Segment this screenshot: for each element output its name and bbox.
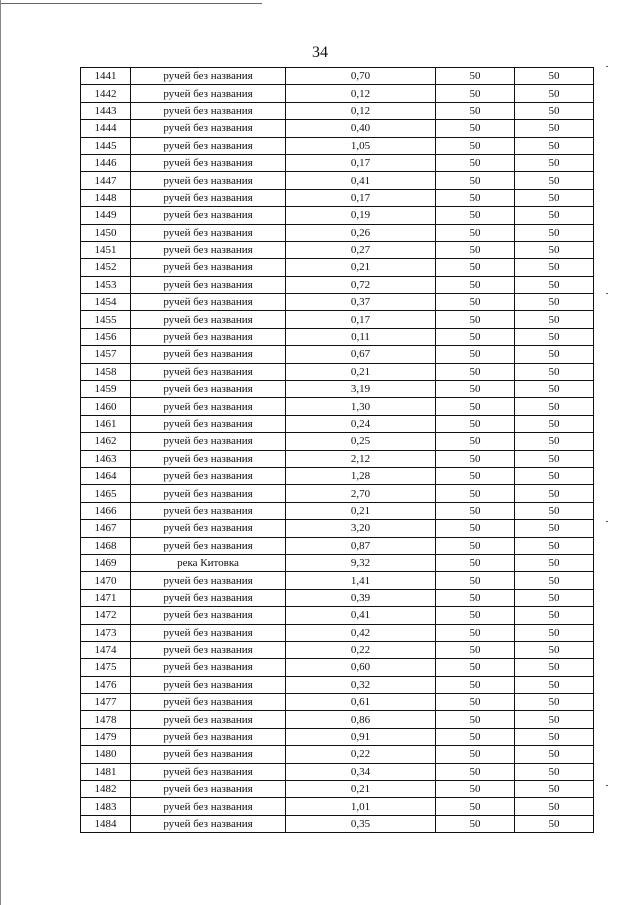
zone-width-a-cell: 50	[436, 120, 515, 137]
row-number-cell: 1451	[81, 241, 131, 258]
zone-width-b-cell: 50	[515, 102, 594, 119]
zone-width-b-cell: 50	[515, 311, 594, 328]
length-value-cell: 1,05	[286, 137, 436, 154]
zone-width-b-cell: 50	[515, 381, 594, 398]
zone-width-b-cell: 50	[515, 467, 594, 484]
length-value-cell: 0,22	[286, 746, 436, 763]
zone-width-a-cell: 50	[436, 381, 515, 398]
length-value-cell: 0,24	[286, 415, 436, 432]
zone-width-b-cell: 50	[515, 485, 594, 502]
table-row	[81, 120, 594, 137]
row-number-cell: 1466	[81, 502, 131, 519]
row-number-cell: 1475	[81, 659, 131, 676]
table-row	[81, 641, 594, 658]
table-row	[81, 311, 594, 328]
zone-width-a-cell: 50	[436, 259, 515, 276]
zone-width-b-cell: 50	[515, 398, 594, 415]
water-body-name-cell: ручей без названия	[131, 207, 286, 224]
length-value-cell: 0,32	[286, 676, 436, 693]
length-value-cell: 1,30	[286, 398, 436, 415]
zone-width-a-cell: 50	[436, 520, 515, 537]
table-row	[81, 746, 594, 763]
table-row	[81, 554, 594, 571]
row-number-cell: 1461	[81, 415, 131, 432]
length-value-cell: 0,42	[286, 624, 436, 641]
row-number-cell: 1469	[81, 554, 131, 571]
row-number-cell: 1456	[81, 328, 131, 345]
length-value-cell: 0,40	[286, 120, 436, 137]
zone-width-a-cell: 50	[436, 537, 515, 554]
length-value-cell: 0,91	[286, 728, 436, 745]
zone-width-b-cell: 50	[515, 589, 594, 606]
water-body-name-cell: ручей без названия	[131, 502, 286, 519]
page-number: 34	[312, 44, 328, 61]
water-body-name-cell: ручей без названия	[131, 189, 286, 206]
length-value-cell: 0,26	[286, 224, 436, 241]
table-row	[81, 172, 594, 189]
row-number-cell: 1442	[81, 85, 131, 102]
zone-width-a-cell: 50	[436, 102, 515, 119]
zone-width-b-cell: 50	[515, 624, 594, 641]
top-rule-line	[0, 3, 262, 4]
zone-width-b-cell: 50	[515, 241, 594, 258]
zone-width-b-cell: 50	[515, 781, 594, 798]
row-number-cell: 1453	[81, 276, 131, 293]
zone-width-b-cell: 50	[515, 328, 594, 345]
row-number-cell: 1465	[81, 485, 131, 502]
zone-width-b-cell: 50	[515, 694, 594, 711]
zone-width-b-cell: 50	[515, 659, 594, 676]
zone-width-b-cell: 50	[515, 554, 594, 571]
zone-width-b-cell: 50	[515, 746, 594, 763]
length-value-cell: 0,39	[286, 589, 436, 606]
zone-width-b-cell: 50	[515, 294, 594, 311]
water-body-name-cell: ручей без названия	[131, 485, 286, 502]
table-row	[81, 85, 594, 102]
water-body-name-cell: ручей без названия	[131, 641, 286, 658]
zone-width-b-cell: 50	[515, 572, 594, 589]
row-number-cell: 1482	[81, 781, 131, 798]
length-value-cell: 0,17	[286, 311, 436, 328]
table-row	[81, 781, 594, 798]
zone-width-b-cell: 50	[515, 415, 594, 432]
water-body-name-cell: ручей без названия	[131, 798, 286, 815]
zone-width-a-cell: 50	[436, 607, 515, 624]
zone-width-a-cell: 50	[436, 798, 515, 815]
water-body-name-cell: ручей без названия	[131, 572, 286, 589]
zone-width-a-cell: 50	[436, 68, 515, 85]
row-number-cell: 1449	[81, 207, 131, 224]
zone-width-b-cell: 50	[515, 346, 594, 363]
zone-width-a-cell: 50	[436, 276, 515, 293]
zone-width-b-cell: 50	[515, 520, 594, 537]
table-row	[81, 207, 594, 224]
water-body-name-cell: ручей без названия	[131, 311, 286, 328]
zone-width-a-cell: 50	[436, 763, 515, 780]
table-row	[81, 589, 594, 606]
water-body-name-cell: ручей без названия	[131, 746, 286, 763]
zone-width-b-cell: 50	[515, 224, 594, 241]
row-number-cell: 1443	[81, 102, 131, 119]
water-body-name-cell: ручей без названия	[131, 676, 286, 693]
water-body-name-cell: ручей без названия	[131, 520, 286, 537]
length-value-cell: 0,72	[286, 276, 436, 293]
table-row	[81, 328, 594, 345]
row-number-cell: 1479	[81, 728, 131, 745]
row-number-cell: 1444	[81, 120, 131, 137]
row-number-cell: 1474	[81, 641, 131, 658]
length-value-cell: 0,21	[286, 781, 436, 798]
zone-width-b-cell: 50	[515, 537, 594, 554]
length-value-cell: 0,21	[286, 502, 436, 519]
zone-width-a-cell: 50	[436, 328, 515, 345]
water-body-name-cell: ручей без названия	[131, 381, 286, 398]
row-number-cell: 1464	[81, 467, 131, 484]
zone-width-a-cell: 50	[436, 346, 515, 363]
length-value-cell: 3,19	[286, 381, 436, 398]
water-body-name-cell: ручей без названия	[131, 224, 286, 241]
water-body-name-cell: ручей без названия	[131, 607, 286, 624]
length-value-cell: 0,70	[286, 68, 436, 85]
scan-speck	[606, 66, 608, 67]
length-value-cell: 1,41	[286, 572, 436, 589]
page-left-edge	[0, 0, 1, 905]
length-value-cell: 0,60	[286, 659, 436, 676]
row-number-cell: 1484	[81, 815, 131, 832]
zone-width-a-cell: 50	[436, 641, 515, 658]
zone-width-a-cell: 50	[436, 415, 515, 432]
water-body-name-cell: ручей без названия	[131, 415, 286, 432]
row-number-cell: 1458	[81, 363, 131, 380]
length-value-cell: 0,21	[286, 363, 436, 380]
zone-width-a-cell: 50	[436, 676, 515, 693]
zone-width-a-cell: 50	[436, 294, 515, 311]
table-row	[81, 68, 594, 85]
zone-width-a-cell: 50	[436, 781, 515, 798]
scan-speck	[606, 785, 608, 786]
zone-width-b-cell: 50	[515, 207, 594, 224]
water-body-name-cell: ручей без названия	[131, 259, 286, 276]
row-number-cell: 1447	[81, 172, 131, 189]
zone-width-b-cell: 50	[515, 798, 594, 815]
water-body-name-cell: ручей без названия	[131, 467, 286, 484]
table-row	[81, 520, 594, 537]
zone-width-a-cell: 50	[436, 363, 515, 380]
table-row	[81, 433, 594, 450]
zone-width-a-cell: 50	[436, 624, 515, 641]
length-value-cell: 0,12	[286, 102, 436, 119]
water-body-name-cell: ручей без названия	[131, 346, 286, 363]
table-row	[81, 467, 594, 484]
table-row	[81, 607, 594, 624]
water-body-name-cell: река Китовка	[131, 554, 286, 571]
length-value-cell: 0,17	[286, 154, 436, 171]
table-row	[81, 502, 594, 519]
scan-speck	[606, 293, 608, 294]
water-body-name-cell: ручей без названия	[131, 589, 286, 606]
length-value-cell: 0,25	[286, 433, 436, 450]
water-body-name-cell: ручей без названия	[131, 276, 286, 293]
zone-width-b-cell: 50	[515, 450, 594, 467]
row-number-cell: 1445	[81, 137, 131, 154]
water-body-name-cell: ручей без названия	[131, 154, 286, 171]
zone-width-b-cell: 50	[515, 259, 594, 276]
table-row	[81, 346, 594, 363]
zone-width-b-cell: 50	[515, 502, 594, 519]
length-value-cell: 0,19	[286, 207, 436, 224]
row-number-cell: 1480	[81, 746, 131, 763]
zone-width-a-cell: 50	[436, 241, 515, 258]
row-number-cell: 1446	[81, 154, 131, 171]
table-row	[81, 711, 594, 728]
zone-width-a-cell: 50	[436, 711, 515, 728]
row-number-cell: 1483	[81, 798, 131, 815]
row-number-cell: 1468	[81, 537, 131, 554]
water-body-name-cell: ручей без названия	[131, 659, 286, 676]
zone-width-a-cell: 50	[436, 224, 515, 241]
zone-width-a-cell: 50	[436, 502, 515, 519]
table-row	[81, 450, 594, 467]
row-number-cell: 1472	[81, 607, 131, 624]
table-row	[81, 363, 594, 380]
water-body-name-cell: ручей без названия	[131, 102, 286, 119]
row-number-cell: 1457	[81, 346, 131, 363]
zone-width-a-cell: 50	[436, 659, 515, 676]
zone-width-b-cell: 50	[515, 276, 594, 293]
water-body-name-cell: ручей без названия	[131, 624, 286, 641]
zone-width-b-cell: 50	[515, 85, 594, 102]
water-body-name-cell: ручей без названия	[131, 781, 286, 798]
zone-width-a-cell: 50	[436, 433, 515, 450]
zone-width-a-cell: 50	[436, 728, 515, 745]
zone-width-b-cell: 50	[515, 763, 594, 780]
zone-width-b-cell: 50	[515, 154, 594, 171]
row-number-cell: 1473	[81, 624, 131, 641]
water-body-name-cell: ручей без названия	[131, 172, 286, 189]
length-value-cell: 0,21	[286, 259, 436, 276]
water-body-name-cell: ручей без названия	[131, 450, 286, 467]
table-row	[81, 102, 594, 119]
zone-width-a-cell: 50	[436, 450, 515, 467]
table-row	[81, 189, 594, 206]
length-value-cell: 2,12	[286, 450, 436, 467]
length-value-cell: 0,61	[286, 694, 436, 711]
water-body-name-cell: ручей без названия	[131, 85, 286, 102]
length-value-cell: 9,32	[286, 554, 436, 571]
row-number-cell: 1476	[81, 676, 131, 693]
zone-width-b-cell: 50	[515, 815, 594, 832]
row-number-cell: 1477	[81, 694, 131, 711]
zone-width-b-cell: 50	[515, 711, 594, 728]
zone-width-a-cell: 50	[436, 485, 515, 502]
zone-width-a-cell: 50	[436, 467, 515, 484]
zone-width-a-cell: 50	[436, 311, 515, 328]
water-body-name-cell: ручей без названия	[131, 763, 286, 780]
zone-width-b-cell: 50	[515, 728, 594, 745]
row-number-cell: 1448	[81, 189, 131, 206]
row-number-cell: 1478	[81, 711, 131, 728]
length-value-cell: 0,22	[286, 641, 436, 658]
row-number-cell: 1450	[81, 224, 131, 241]
row-number-cell: 1471	[81, 589, 131, 606]
water-body-name-cell: ручей без названия	[131, 328, 286, 345]
zone-width-b-cell: 50	[515, 641, 594, 658]
zone-width-a-cell: 50	[436, 207, 515, 224]
water-body-name-cell: ручей без названия	[131, 433, 286, 450]
water-body-name-cell: ручей без названия	[131, 711, 286, 728]
length-value-cell: 0,35	[286, 815, 436, 832]
row-number-cell: 1481	[81, 763, 131, 780]
table-row	[81, 728, 594, 745]
length-value-cell: 3,20	[286, 520, 436, 537]
table-row	[81, 485, 594, 502]
row-number-cell: 1467	[81, 520, 131, 537]
zone-width-b-cell: 50	[515, 189, 594, 206]
water-body-name-cell: ручей без названия	[131, 241, 286, 258]
row-number-cell: 1441	[81, 68, 131, 85]
row-number-cell: 1452	[81, 259, 131, 276]
length-value-cell: 0,12	[286, 85, 436, 102]
zone-width-b-cell: 50	[515, 172, 594, 189]
water-body-name-cell: ручей без названия	[131, 120, 286, 137]
zone-width-a-cell: 50	[436, 572, 515, 589]
length-value-cell: 0,37	[286, 294, 436, 311]
table-row	[81, 415, 594, 432]
table-row	[81, 659, 594, 676]
water-body-name-cell: ручей без названия	[131, 537, 286, 554]
row-number-cell: 1455	[81, 311, 131, 328]
zone-width-a-cell: 50	[436, 137, 515, 154]
length-value-cell: 0,11	[286, 328, 436, 345]
table-row	[81, 224, 594, 241]
zone-width-a-cell: 50	[436, 815, 515, 832]
row-number-cell: 1459	[81, 381, 131, 398]
table-row	[81, 276, 594, 293]
zone-width-a-cell: 50	[436, 189, 515, 206]
length-value-cell: 0,87	[286, 537, 436, 554]
zone-width-a-cell: 50	[436, 154, 515, 171]
zone-width-a-cell: 50	[436, 85, 515, 102]
length-value-cell: 0,67	[286, 346, 436, 363]
table-row	[81, 154, 594, 171]
zone-width-b-cell: 50	[515, 137, 594, 154]
zone-width-b-cell: 50	[515, 433, 594, 450]
row-number-cell: 1462	[81, 433, 131, 450]
length-value-cell: 0,17	[286, 189, 436, 206]
zone-width-a-cell: 50	[436, 398, 515, 415]
length-value-cell: 1,01	[286, 798, 436, 815]
table-row	[81, 572, 594, 589]
table-row	[81, 763, 594, 780]
row-number-cell: 1454	[81, 294, 131, 311]
length-value-cell: 0,41	[286, 172, 436, 189]
length-value-cell: 1,28	[286, 467, 436, 484]
row-number-cell: 1463	[81, 450, 131, 467]
water-body-name-cell: ручей без названия	[131, 363, 286, 380]
water-body-name-cell: ручей без названия	[131, 398, 286, 415]
length-value-cell: 0,86	[286, 711, 436, 728]
zone-width-b-cell: 50	[515, 363, 594, 380]
table-row	[81, 381, 594, 398]
table-row	[81, 241, 594, 258]
water-bodies-table	[80, 67, 594, 833]
table-row	[81, 798, 594, 815]
water-body-name-cell: ручей без названия	[131, 694, 286, 711]
length-value-cell: 0,41	[286, 607, 436, 624]
zone-width-a-cell: 50	[436, 694, 515, 711]
water-body-name-cell: ручей без названия	[131, 68, 286, 85]
scan-speck	[606, 521, 608, 522]
zone-width-a-cell: 50	[436, 554, 515, 571]
table-row	[81, 137, 594, 154]
row-number-cell: 1460	[81, 398, 131, 415]
zone-width-a-cell: 50	[436, 589, 515, 606]
table-row	[81, 624, 594, 641]
zone-width-b-cell: 50	[515, 676, 594, 693]
table-body	[81, 68, 594, 833]
length-value-cell: 0,27	[286, 241, 436, 258]
table-row	[81, 294, 594, 311]
zone-width-b-cell: 50	[515, 68, 594, 85]
table-row	[81, 676, 594, 693]
length-value-cell: 2,70	[286, 485, 436, 502]
zone-width-a-cell: 50	[436, 746, 515, 763]
water-body-name-cell: ручей без названия	[131, 728, 286, 745]
water-body-name-cell: ручей без названия	[131, 815, 286, 832]
row-number-cell: 1470	[81, 572, 131, 589]
length-value-cell: 0,34	[286, 763, 436, 780]
table-row	[81, 694, 594, 711]
zone-width-b-cell: 50	[515, 607, 594, 624]
zone-width-b-cell: 50	[515, 120, 594, 137]
table-row	[81, 815, 594, 832]
water-body-name-cell: ручей без названия	[131, 137, 286, 154]
water-body-name-cell: ручей без названия	[131, 294, 286, 311]
table-row	[81, 537, 594, 554]
zone-width-a-cell: 50	[436, 172, 515, 189]
table-row	[81, 259, 594, 276]
table-row	[81, 398, 594, 415]
